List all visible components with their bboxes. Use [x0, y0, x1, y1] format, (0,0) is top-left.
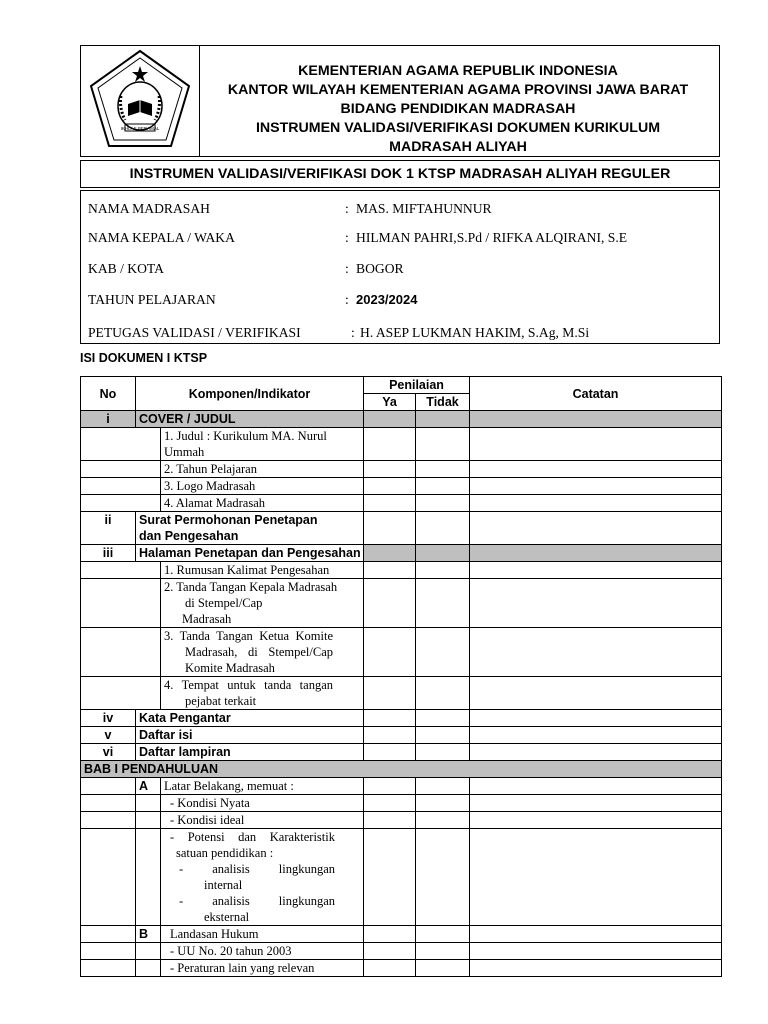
catatan-cell[interactable] — [470, 812, 722, 829]
ya-cell[interactable] — [364, 579, 416, 628]
table-row — [81, 562, 722, 579]
catatan-cell[interactable] — [470, 727, 722, 744]
tidak-cell[interactable] — [416, 478, 470, 495]
table-row — [81, 795, 722, 812]
tidak-cell[interactable] — [416, 545, 470, 562]
ya-cell[interactable] — [364, 677, 416, 710]
catatan-cell[interactable] — [470, 478, 722, 495]
row-title: Halaman Penetapan dan Pengesahan — [136, 545, 364, 562]
identity-row — [88, 230, 719, 248]
header-line-2: KANTOR WILAYAH KEMENTERIAN AGAMA PROVINSI JAWA BARAT — [227, 82, 689, 98]
table-row — [81, 512, 722, 545]
identity-value: MAS. MIFTAHUNNUR — [356, 201, 492, 216]
table-row — [81, 778, 722, 795]
checklist-table — [80, 376, 722, 977]
section-title: ISI DOKUMEN I KTSP — [80, 351, 208, 365]
letterhead-text — [201, 62, 715, 157]
indicator-text: 4. Tempat untuk tanda tangan pejabat terkait — [161, 677, 364, 710]
catatan-cell[interactable] — [470, 795, 722, 812]
ya-cell[interactable] — [364, 512, 416, 545]
catatan-cell[interactable] — [470, 579, 722, 628]
catatan-cell[interactable] — [470, 943, 722, 960]
row-number: i — [81, 411, 136, 428]
letterhead — [80, 45, 720, 157]
indicator-text: Landasan Hukum — [161, 926, 364, 943]
tidak-cell[interactable] — [416, 829, 470, 926]
ya-cell[interactable] — [364, 461, 416, 478]
row-number: iii — [81, 545, 136, 562]
catatan-cell[interactable] — [470, 562, 722, 579]
row-number: vi — [81, 744, 136, 761]
ya-cell[interactable] — [364, 812, 416, 829]
catatan-cell[interactable] — [470, 428, 722, 461]
row-number: ii — [81, 512, 136, 545]
identity-label: NAMA MADRASAH — [88, 201, 210, 216]
sub-letter: A — [136, 778, 161, 795]
ya-cell[interactable] — [364, 829, 416, 926]
catatan-cell[interactable] — [470, 628, 722, 677]
row-title: COVER / JUDUL — [136, 411, 364, 428]
ya-cell[interactable] — [364, 411, 416, 428]
identity-label: PETUGAS VALIDASI / VERIFIKASI — [88, 325, 301, 340]
logo-caption: IKHLAS BERAMAL — [120, 126, 160, 131]
catatan-cell[interactable] — [470, 710, 722, 727]
tidak-cell[interactable] — [416, 677, 470, 710]
ya-cell[interactable] — [364, 710, 416, 727]
table-row — [81, 428, 722, 461]
ya-cell[interactable] — [364, 926, 416, 943]
ya-cell[interactable] — [364, 943, 416, 960]
tidak-cell[interactable] — [416, 926, 470, 943]
col-tidak: Tidak — [416, 394, 470, 411]
identity-label: NAMA KEPALA / WAKA — [88, 230, 235, 245]
table-row — [81, 829, 722, 926]
identity-colon: : — [345, 261, 349, 276]
row-title: Surat Permohonan Penetapan dan Pengesahan — [136, 512, 364, 545]
catatan-cell[interactable] — [470, 829, 722, 926]
catatan-cell[interactable] — [470, 778, 722, 795]
catatan-cell[interactable] — [470, 461, 722, 478]
tidak-cell[interactable] — [416, 628, 470, 677]
kemenag-logo-icon — [81, 46, 199, 156]
indicator-text: 3. Logo Madrasah — [161, 478, 364, 495]
col-catatan: Catatan — [470, 377, 722, 411]
indicator-text: - UU No. 20 tahun 2003 — [161, 943, 364, 960]
header-line-1: KEMENTERIAN AGAMA REPUBLIK INDONESIA — [298, 63, 618, 79]
identity-value: HILMAN PAHRI,S.Pd / RIFKA ALQIRANI, S.E — [356, 230, 628, 245]
logo-cell — [81, 46, 200, 156]
tidak-cell[interactable] — [416, 710, 470, 727]
ya-cell[interactable] — [364, 960, 416, 977]
row-title: Daftar lampiran — [136, 744, 364, 761]
catatan-cell[interactable] — [470, 960, 722, 977]
table-header-row — [81, 377, 722, 394]
col-komponen: Komponen/Indikator — [136, 377, 364, 411]
table-row — [81, 812, 722, 829]
catatan-cell[interactable] — [470, 495, 722, 512]
indicator-text: - Potensi dan Karakteristik satuan pendidikan : - analisis lingkungan internal - analisis lingkungan eksternal — [161, 829, 364, 926]
row-number: v — [81, 727, 136, 744]
tidak-cell[interactable] — [416, 579, 470, 628]
identity-label: TAHUN PELAJARAN — [88, 292, 216, 307]
table-row — [81, 926, 722, 943]
ya-cell[interactable] — [364, 628, 416, 677]
chapter-title: BAB I PENDAHULUAN — [81, 761, 722, 778]
tidak-cell[interactable] — [416, 812, 470, 829]
table-row — [81, 495, 722, 512]
indicator-text: 3. Tanda Tangan Ketua Komite Madrasah, di Stempel/Cap Komite Madrasah — [161, 628, 364, 677]
identity-value: BOGOR — [356, 261, 404, 276]
identity-value: H. ASEP LUKMAN HAKIM, S.Ag, M.Si — [360, 325, 590, 340]
tidak-cell[interactable] — [416, 778, 470, 795]
table-row — [81, 761, 722, 778]
col-ya: Ya — [364, 394, 416, 411]
indicator-text: 1. Rumusan Kalimat Pengesahan — [161, 562, 364, 579]
table-row — [81, 960, 722, 977]
tidak-cell[interactable] — [416, 562, 470, 579]
table-row — [81, 461, 722, 478]
indicator-text: 1. Judul : Kurikulum MA. Nurul Ummah — [161, 428, 364, 461]
identity-row — [88, 261, 719, 279]
identity-colon: : — [345, 230, 349, 245]
tidak-cell[interactable] — [416, 960, 470, 977]
catatan-cell[interactable] — [470, 744, 722, 761]
indicator-text: Latar Belakang, memuat : — [161, 778, 364, 795]
tidak-cell[interactable] — [416, 943, 470, 960]
col-no: No — [81, 377, 136, 411]
table-row — [81, 727, 722, 744]
table-row — [81, 478, 722, 495]
table-row — [81, 628, 722, 677]
indicator-text: 2. Tahun Pelajaran — [161, 461, 364, 478]
tidak-cell[interactable] — [416, 744, 470, 761]
indicator-text: 2. Tanda Tangan Kepala Madrasah di Stempel/Cap Madrasah — [161, 579, 364, 628]
ya-cell[interactable] — [364, 495, 416, 512]
indicator-text: - Peraturan lain yang relevan — [161, 960, 364, 977]
header-line-5: MADRASAH ALIYAH — [389, 139, 527, 155]
tidak-cell[interactable] — [416, 411, 470, 428]
row-title: Kata Pengantar — [136, 710, 364, 727]
tidak-cell[interactable] — [416, 795, 470, 812]
table-row — [81, 579, 722, 628]
catatan-cell[interactable] — [470, 512, 722, 545]
ya-cell[interactable] — [364, 562, 416, 579]
ya-cell[interactable] — [364, 478, 416, 495]
catatan-cell[interactable] — [470, 411, 722, 428]
catatan-cell[interactable] — [470, 545, 722, 562]
table-row — [81, 744, 722, 761]
identity-row — [88, 201, 719, 219]
ya-cell[interactable] — [364, 545, 416, 562]
identity-box — [80, 190, 720, 344]
identity-colon: : — [345, 292, 349, 307]
header-line-3: BIDANG PENDIDIKAN MADRASAH — [340, 101, 576, 117]
document-subtitle: INSTRUMEN VALIDASI/VERIFIKASI DOK 1 KTSP MADRASAH ALIYAH REGULER — [80, 160, 720, 188]
identity-row — [88, 325, 719, 343]
tidak-cell[interactable] — [416, 727, 470, 744]
indicator-text: - Kondisi Nyata — [161, 795, 364, 812]
identity-label: KAB / KOTA — [88, 261, 164, 276]
tidak-cell[interactable] — [416, 512, 470, 545]
tidak-cell[interactable] — [416, 495, 470, 512]
table-row — [81, 677, 722, 710]
table-row — [81, 411, 722, 428]
identity-colon: : — [345, 201, 349, 216]
identity-colon: : — [351, 325, 355, 340]
table-row — [81, 943, 722, 960]
ya-cell[interactable] — [364, 778, 416, 795]
table-row — [81, 545, 722, 562]
row-number: iv — [81, 710, 136, 727]
tidak-cell[interactable] — [416, 461, 470, 478]
tidak-cell[interactable] — [416, 428, 470, 461]
catatan-cell[interactable] — [470, 926, 722, 943]
ya-cell[interactable] — [364, 727, 416, 744]
indicator-text: - Kondisi ideal — [161, 812, 364, 829]
sub-letter: B — [136, 926, 161, 943]
identity-value: 2023/2024 — [356, 292, 418, 307]
col-penilaian: Penilaian — [364, 377, 470, 394]
indicator-text: 4. Alamat Madrasah — [161, 495, 364, 512]
header-line-4: INSTRUMEN VALIDASI/VERIFIKASI DOKUMEN KURIKULUM — [255, 120, 661, 136]
identity-row — [88, 292, 719, 310]
ya-cell[interactable] — [364, 795, 416, 812]
table-row — [81, 710, 722, 727]
row-title: Daftar isi — [136, 727, 364, 744]
ya-cell[interactable] — [364, 744, 416, 761]
catatan-cell[interactable] — [470, 677, 722, 710]
ya-cell[interactable] — [364, 428, 416, 461]
